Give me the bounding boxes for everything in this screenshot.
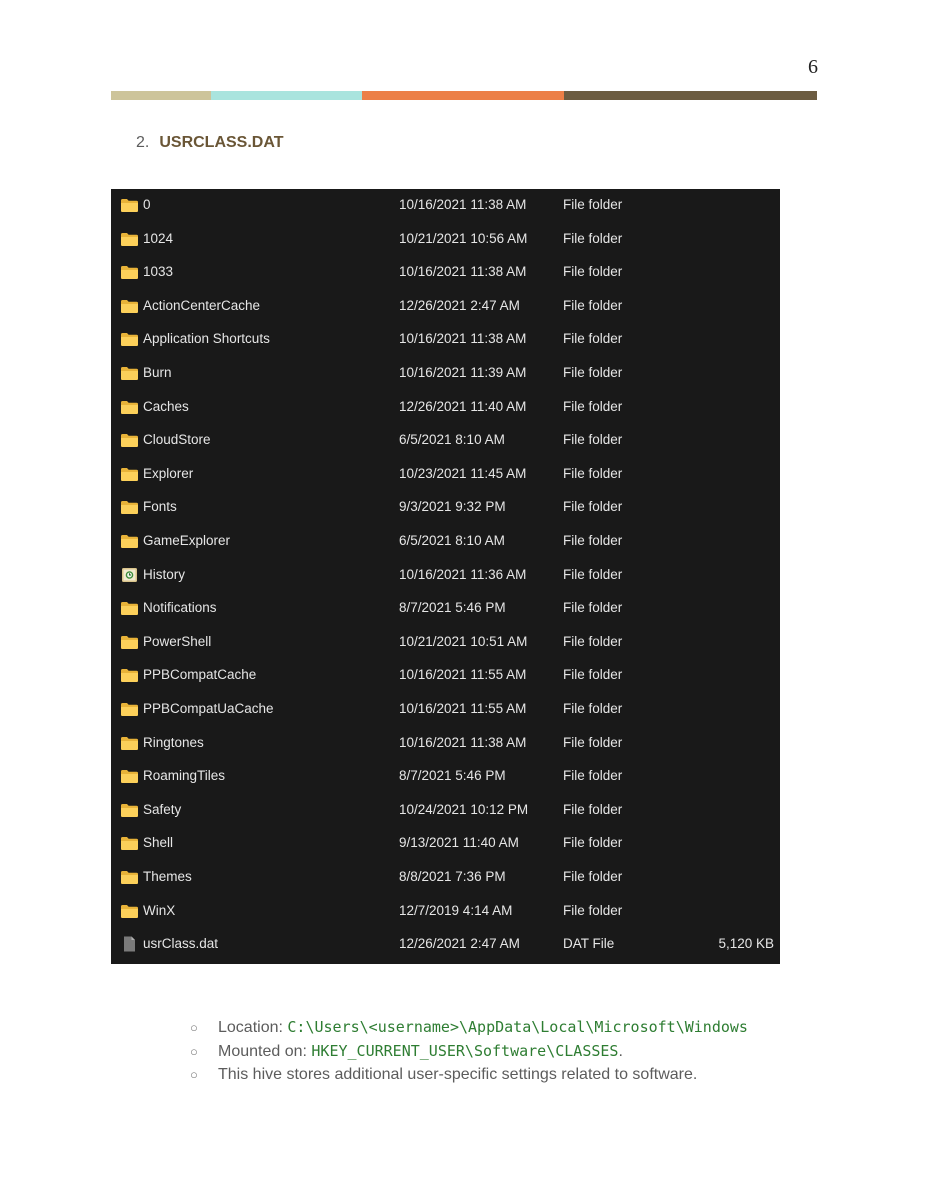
page-number: 6: [808, 56, 818, 78]
file-date-modified: 6/5/2021 8:10 AM: [399, 533, 505, 548]
folder-icon: [120, 600, 139, 616]
file-name: Fonts: [143, 499, 177, 515]
file-date-modified: 10/24/2021 10:12 PM: [399, 801, 529, 817]
folder-icon: [120, 399, 139, 415]
file-date-modified: 10/16/2021 11:36 AM: [399, 566, 527, 582]
file-date-modified: 10/21/2021 10:51 AM: [399, 633, 528, 649]
file-date-modified: 12/26/2021 2:47 AM: [399, 936, 520, 952]
file-name: usrClass.dat: [143, 936, 219, 952]
file-row[interactable]: [111, 189, 780, 223]
file-date-modified: 12/7/2019 4:14 AM: [399, 902, 513, 918]
file-row[interactable]: [111, 693, 780, 727]
location-label: Location:: [218, 1019, 288, 1036]
file-name: WinX: [143, 902, 176, 918]
section-heading: [136, 134, 284, 152]
explorer-file-list: [111, 189, 780, 964]
file-row[interactable]: [111, 861, 780, 895]
file-date-modified: 6/5/2021 8:10 AM: [399, 432, 505, 448]
bullet-circle-icon: ○: [190, 1044, 198, 1059]
file-date-modified: 12/26/2021 2:47 AM: [399, 297, 520, 313]
file-date-modified: 8/7/2021 5:46 PM: [399, 768, 506, 784]
file-row[interactable]: [111, 626, 780, 660]
description-text: This hive stores additional user-specific settings related to software.: [218, 1066, 698, 1083]
file-type: File folder: [563, 835, 623, 851]
color-bar-segment-3: [362, 91, 564, 100]
file-date-modified: 8/8/2021 7:36 PM: [399, 869, 506, 884]
folder-icon: [120, 835, 139, 851]
section-number: 2.: [136, 134, 150, 151]
file-icon: [120, 936, 139, 952]
folder-icon: [120, 903, 139, 919]
bullet-circle-icon: ○: [190, 1067, 198, 1082]
list-item-location: [190, 1015, 748, 1039]
folder-icon: [120, 466, 139, 482]
folder-icon: [120, 231, 139, 247]
file-type: File folder: [563, 297, 623, 313]
file-row[interactable]: [111, 895, 780, 929]
file-type: File folder: [563, 465, 623, 481]
file-name: Ringtones: [143, 734, 204, 750]
file-type: File folder: [563, 533, 623, 548]
file-row[interactable]: [111, 491, 780, 525]
folder-icon: [120, 365, 139, 381]
folder-icon: [120, 802, 139, 818]
folder-icon: [120, 735, 139, 751]
folder-icon: [120, 533, 139, 549]
color-bar-segment-2: [211, 91, 362, 100]
file-date-modified: 8/7/2021 5:46 PM: [399, 600, 506, 616]
mounted-key: HKEY_CURRENT_USER\Software\CLASSES: [311, 1042, 619, 1060]
file-name: Themes: [143, 869, 192, 884]
folder-icon: [120, 768, 139, 784]
file-name: Shell: [143, 835, 174, 851]
file-type: File folder: [563, 432, 623, 448]
file-name: RoamingTiles: [143, 768, 226, 784]
file-size: 5,120 KB: [718, 936, 774, 952]
file-date-modified: 10/16/2021 11:38 AM: [399, 734, 527, 750]
file-row[interactable]: [111, 794, 780, 828]
file-date-modified: 10/16/2021 11:39 AM: [399, 365, 527, 380]
file-date-modified: 10/16/2021 11:38 AM: [399, 264, 527, 280]
file-date-modified: 10/16/2021 11:55 AM: [399, 701, 527, 716]
file-name: 1033: [143, 264, 174, 280]
file-name: Caches: [143, 398, 189, 414]
file-name: ActionCenterCache: [143, 297, 261, 313]
file-name: CloudStore: [143, 432, 211, 448]
file-name: Burn: [143, 365, 172, 380]
file-type: File folder: [563, 197, 623, 212]
file-row[interactable]: [111, 659, 780, 693]
file-date-modified: 9/3/2021 9:32 PM: [399, 499, 506, 515]
folder-icon: [120, 331, 139, 347]
mounted-label: Mounted on:: [218, 1043, 312, 1060]
file-type: File folder: [563, 902, 623, 918]
file-row[interactable]: [111, 290, 780, 324]
file-type: File folder: [563, 264, 623, 280]
file-row[interactable]: [111, 525, 780, 559]
file-row[interactable]: [111, 391, 780, 425]
color-bar-segment-1: [111, 91, 211, 100]
file-type: File folder: [563, 701, 623, 716]
file-row[interactable]: [111, 559, 780, 593]
file-name: 1024: [143, 230, 174, 246]
folder-icon: [120, 197, 139, 213]
file-row[interactable]: [111, 256, 780, 290]
folder-icon: [120, 634, 139, 650]
file-type: File folder: [563, 734, 623, 750]
file-type: File folder: [563, 801, 623, 817]
list-item-description: [190, 1063, 748, 1087]
file-row[interactable]: [111, 928, 780, 962]
file-date-modified: 10/21/2021 10:56 AM: [399, 230, 528, 246]
folder-icon: [120, 667, 139, 683]
header-color-bar: [111, 91, 817, 100]
file-name: Notifications: [143, 600, 217, 616]
folder-icon: [120, 298, 139, 314]
file-date-modified: 12/26/2021 11:40 AM: [399, 398, 527, 414]
file-type: File folder: [563, 869, 623, 884]
folder-icon: [120, 264, 139, 280]
file-type: DAT File: [563, 936, 615, 952]
file-type: File folder: [563, 230, 623, 246]
file-name: GameExplorer: [143, 533, 231, 548]
file-row[interactable]: [111, 592, 780, 626]
file-type: File folder: [563, 768, 623, 784]
file-row[interactable]: [111, 223, 780, 257]
file-name: Safety: [143, 801, 182, 817]
file-type: File folder: [563, 633, 623, 649]
file-type: File folder: [563, 365, 623, 380]
file-type: File folder: [563, 566, 623, 582]
file-row[interactable]: [111, 458, 780, 492]
file-row[interactable]: [111, 357, 780, 391]
bullet-list: [190, 1015, 748, 1087]
folder-icon: [120, 869, 139, 885]
file-row[interactable]: [111, 760, 780, 794]
file-name: Explorer: [143, 465, 194, 481]
file-type: File folder: [563, 667, 623, 683]
file-date-modified: 10/16/2021 11:55 AM: [399, 667, 527, 683]
file-type: File folder: [563, 331, 623, 347]
file-row[interactable]: [111, 323, 780, 357]
file-type: File folder: [563, 499, 623, 515]
mounted-suffix: .: [618, 1043, 623, 1060]
folder-icon: [120, 499, 139, 515]
file-row[interactable]: [111, 424, 780, 458]
file-type: File folder: [563, 398, 623, 414]
section-title: USRCLASS.DAT: [159, 134, 284, 151]
location-path: C:\Users\<username>\AppData\Local\Microsoft\Windows: [287, 1018, 748, 1036]
file-row[interactable]: [111, 727, 780, 761]
file-date-modified: 9/13/2021 11:40 AM: [399, 835, 519, 851]
file-date-modified: 10/16/2021 11:38 AM: [399, 331, 527, 347]
file-date-modified: 10/16/2021 11:38 AM: [399, 197, 527, 212]
file-name: History: [143, 566, 186, 582]
history-folder-icon: [120, 567, 139, 583]
folder-icon: [120, 432, 139, 448]
file-name: PowerShell: [143, 633, 212, 649]
file-name: Application Shortcuts: [143, 331, 270, 347]
file-name: PPBCompatUaCache: [143, 701, 274, 716]
file-name: 0: [143, 197, 151, 212]
file-date-modified: 10/23/2021 11:45 AM: [399, 465, 527, 481]
folder-icon: [120, 701, 139, 717]
file-type: File folder: [563, 600, 623, 616]
bullet-circle-icon: ○: [190, 1020, 198, 1035]
list-item-mounted: [190, 1039, 748, 1063]
color-bar-segment-4: [564, 91, 817, 100]
file-row[interactable]: [111, 827, 780, 861]
file-name: PPBCompatCache: [143, 667, 257, 683]
